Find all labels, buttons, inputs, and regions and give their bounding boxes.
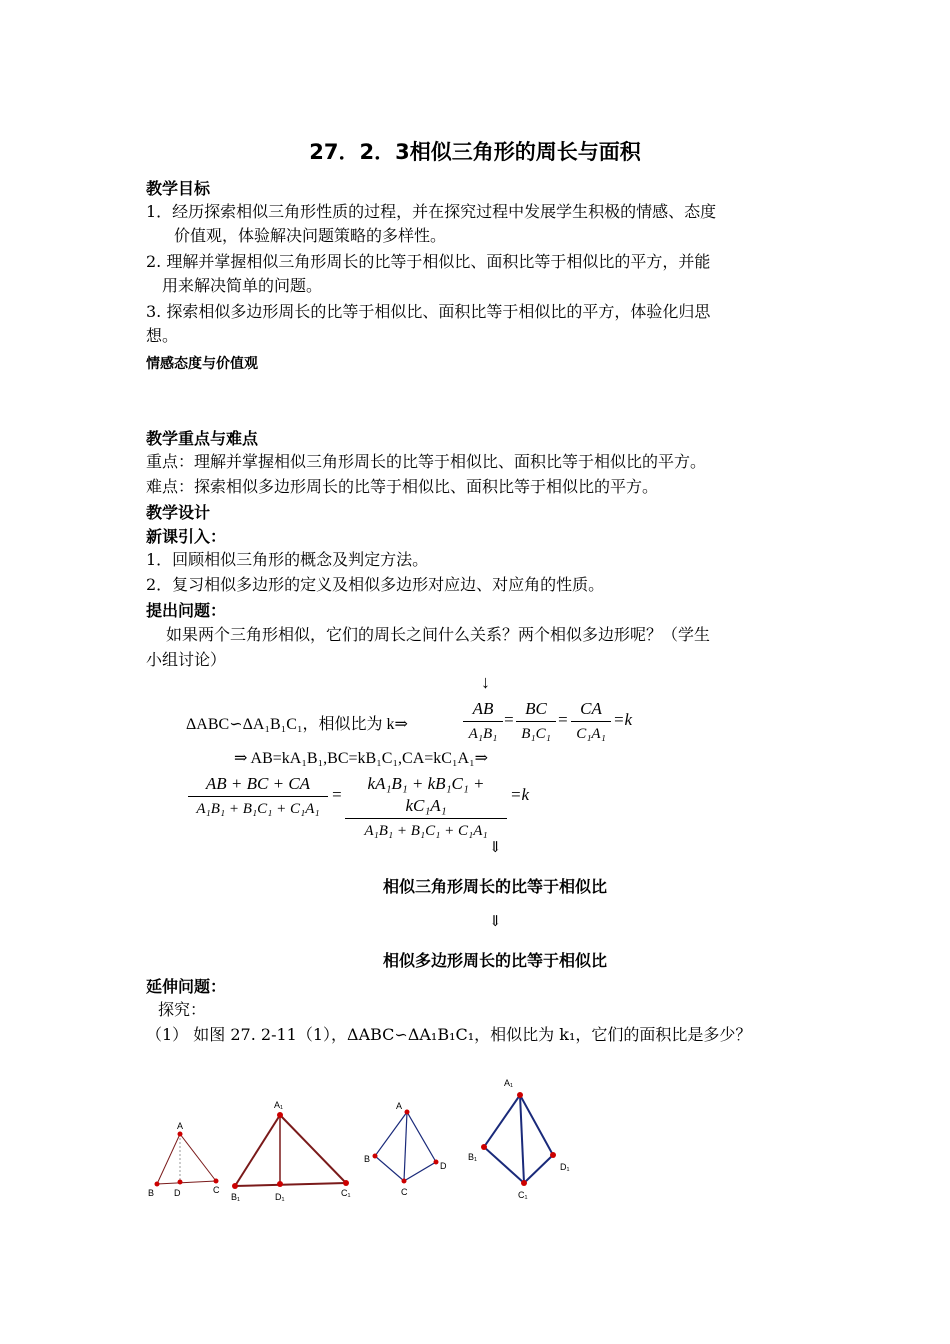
intro-item-1: 1．回顾相似三角形的概念及判定方法。 — [146, 550, 429, 569]
conclusion-polygon: 相似多边形周长的比等于相似比 — [382, 951, 607, 970]
goal-2-line-2: 用来解决简单的问题。 — [162, 276, 323, 295]
extension-heading: 延伸问题： — [146, 977, 227, 996]
goal-1-line-1: 1．经历探索相似三角形性质的过程，并在探究过程中发展学生积极的情感、态度 — [146, 202, 717, 221]
fig3-label-c: C — [401, 1187, 408, 1197]
fraction-ca: CA C₁A₁ — [571, 698, 611, 745]
goal-1-line-2: 价值观，体验解决问题策略的多样性。 — [174, 226, 447, 245]
equals-1: = — [503, 710, 515, 729]
figure-triangle-small — [148, 1121, 220, 1198]
goals-heading: 教学目标 — [146, 179, 211, 198]
figure-triangle-large — [231, 1100, 351, 1202]
figure-quad-large — [468, 1078, 570, 1200]
equals-2: = — [557, 710, 569, 729]
implies-arrow-2: ⇓ — [489, 914, 502, 930]
goal-2-line-1: 2. 理解并掌握相似三角形周长的比等于相似比、面积比等于相似比的平方，并能 — [146, 252, 711, 271]
intro-heading: 新课引入： — [146, 527, 227, 546]
side-relations: ⇒ AB=kA₁B₁,BC=kB₁C₁,CA=kC₁A₁⇒ — [234, 750, 489, 767]
question-heading: 提出问题： — [146, 601, 227, 620]
fig1-label-c: C — [213, 1185, 220, 1195]
implies-arrow-1: ⇓ — [489, 840, 502, 856]
fig3-label-b: B — [364, 1154, 371, 1164]
fraction-perimeter: AB + BC + CA A₁B₁ + B₁C₁ + C₁A₁ — [188, 773, 328, 820]
conclusion-triangle: 相似三角形周长的比等于相似比 — [382, 877, 607, 896]
intro-item-2: 2．复习相似多边形的定义及相似多边形对应边、对应角的性质。 — [146, 575, 605, 594]
equals-k-2: =k — [510, 785, 530, 804]
fraction-ab: AB A₁B₁ — [463, 698, 503, 745]
key-points-heading: 教学重点与难点 — [146, 429, 259, 448]
fig1-label-b: B — [148, 1188, 155, 1198]
fig3-label-d: D — [440, 1161, 447, 1171]
equals-3: = — [331, 785, 343, 804]
question-line-1: 如果两个三角形相似，它们的周长之间什么关系？两个相似多边形呢？（学生 — [166, 625, 711, 644]
question-1: （1） 如图 27. 2-11（1），ΔABC∽ΔA₁B₁C₁，相似比为 k₁，它们的面积比是多少？ — [146, 1025, 752, 1044]
fig3-label-a: A — [396, 1101, 403, 1111]
goal-3-line-2: 想。 — [146, 326, 179, 345]
fig2-label-c: C₁ — [341, 1188, 351, 1198]
fig2-label-a: A₁ — [274, 1100, 284, 1110]
figure-quad-small — [364, 1101, 447, 1197]
similarity-statement: ΔABC∽ΔA₁B₁C₁，相似比为 k⇒ — [186, 716, 408, 733]
fig4-label-c: C₁ — [518, 1190, 528, 1200]
fraction-bc: BC B₁C₁ — [516, 698, 556, 745]
goal-3-line-1: 3. 探索相似多边形周长的比等于相似比、面积比等于相似比的平方，体验化归思 — [146, 302, 711, 321]
fig1-label-a: A — [177, 1121, 184, 1131]
fig4-label-a: A₁ — [504, 1078, 514, 1088]
fraction-k-perimeter: kA₁B₁ + kB₁C₁ + kC₁A₁ A₁B₁ + B₁C₁ + C₁A₁ — [345, 773, 507, 842]
key-point: 重点：理解并掌握相似三角形周长的比等于相似比、面积比等于相似比的平方。 — [146, 452, 707, 471]
figures-illustration — [140, 1070, 790, 1220]
explore-label: 探究： — [158, 1000, 207, 1019]
fig2-label-b: B₁ — [231, 1192, 241, 1202]
down-arrow-top: ↓ — [481, 672, 490, 692]
fig1-label-d: D — [174, 1188, 181, 1198]
page-title: 27．2．3相似三角形的周长与面积 — [309, 140, 641, 164]
fig2-label-d: D₁ — [275, 1192, 285, 1202]
fig4-label-b: B₁ — [468, 1152, 478, 1162]
equals-k-1: =k — [613, 710, 633, 729]
emotion-heading: 情感态度与价值观 — [146, 356, 258, 372]
design-heading: 教学设计 — [146, 503, 211, 522]
fig4-label-d: D₁ — [560, 1162, 570, 1172]
difficult-point: 难点：探索相似多边形周长的比等于相似比、面积比等于相似比的平方。 — [146, 477, 659, 496]
question-line-2: 小组讨论） — [146, 650, 227, 669]
